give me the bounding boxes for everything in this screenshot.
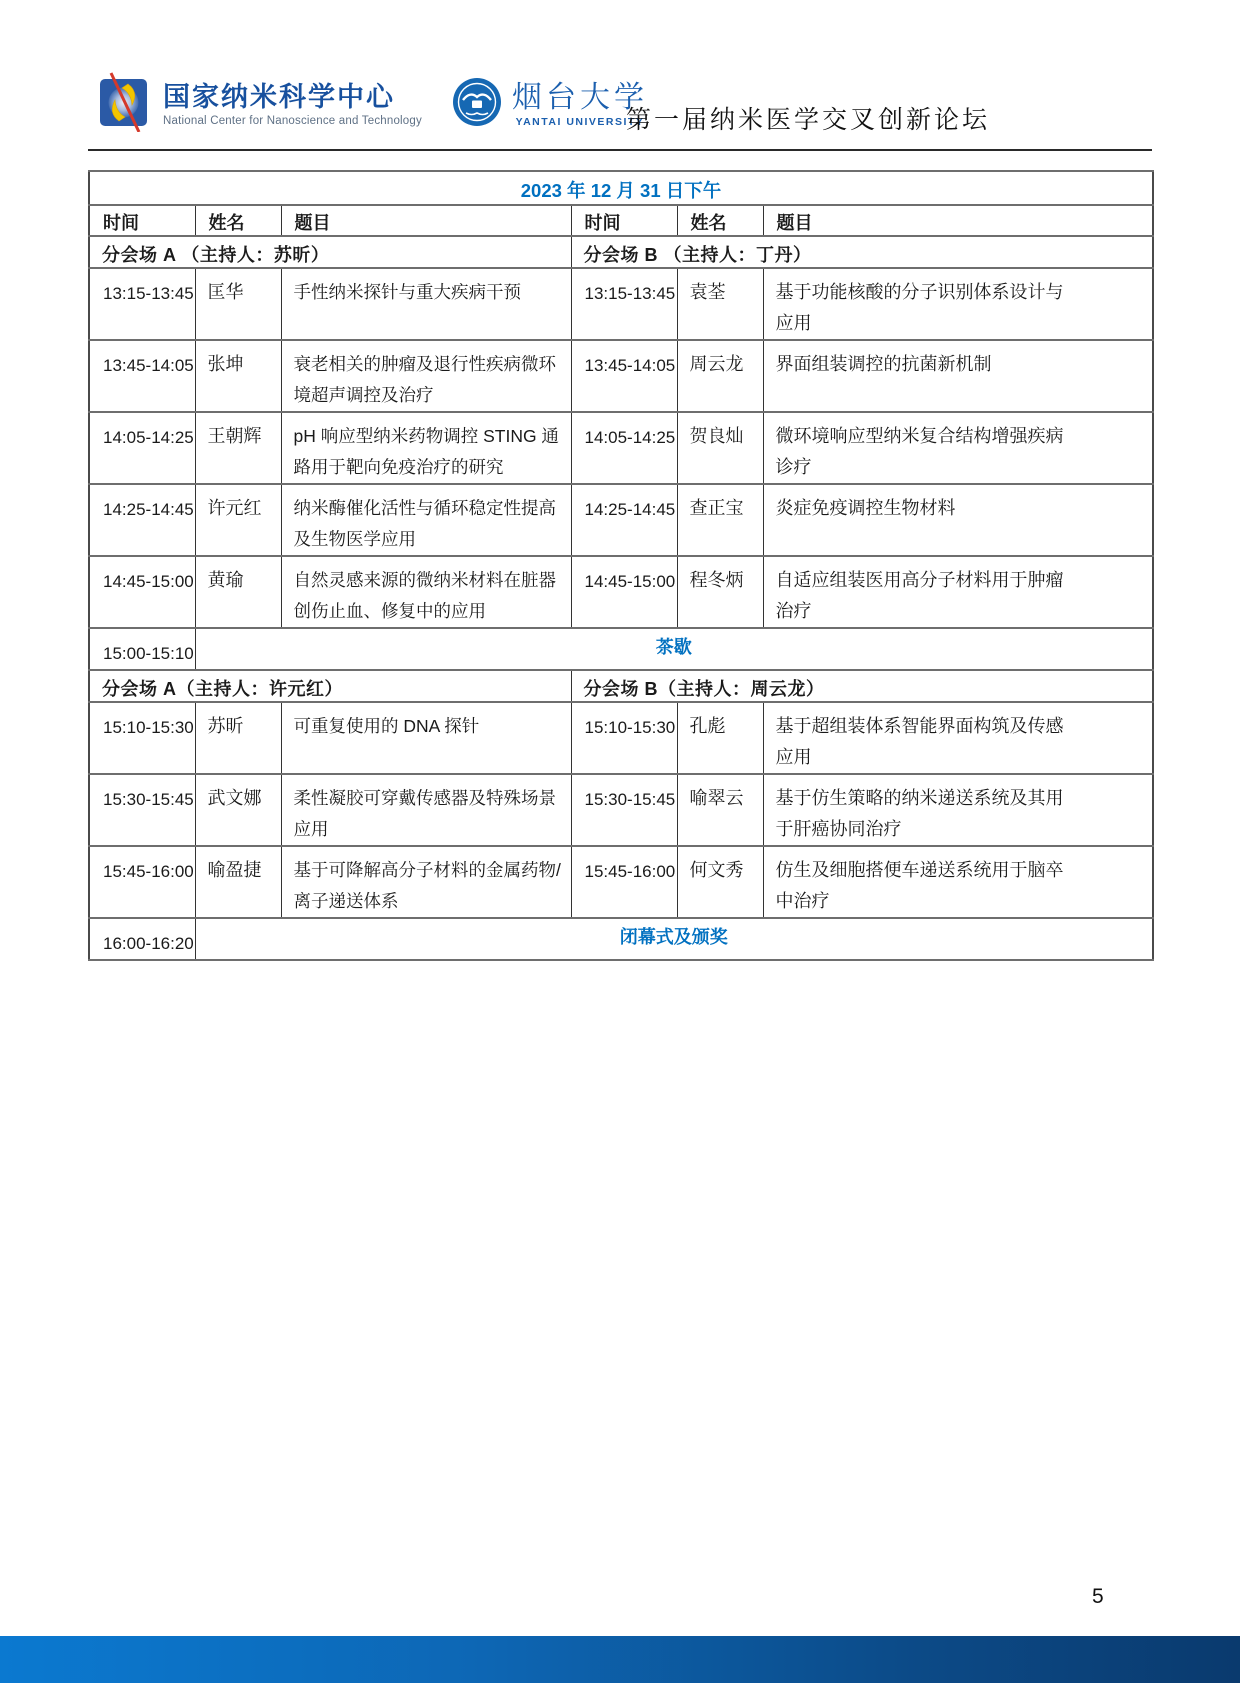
- talk-time: 14:05-14:25: [571, 412, 677, 484]
- yantai-logo: [452, 77, 648, 132]
- table-row: [89, 412, 1153, 484]
- speaker-name: 查正宝: [677, 484, 763, 556]
- session2-b-label: 分会场 B（主持人：周云龙）: [571, 670, 1153, 702]
- ncnst-logo-icon: [95, 72, 153, 137]
- header-divider: [88, 149, 1152, 151]
- talk-title: 自适应组装医用高分子材料用于肿瘤治疗: [763, 556, 1153, 628]
- talk-time: 15:10-15:30: [89, 702, 195, 774]
- speaker-name: 袁荃: [677, 268, 763, 340]
- session2-header-row: [89, 670, 1153, 702]
- talk-title: 基于超组装体系智能界面构筑及传感应用: [763, 702, 1153, 774]
- talk-title: 衰老相关的肿瘤及退行性疾病微环境超声调控及治疗: [281, 340, 571, 412]
- talk-time: 13:15-13:45: [89, 268, 195, 340]
- footer-bar: [0, 1636, 1240, 1683]
- speaker-name: 喻翠云: [677, 774, 763, 846]
- table-row: [89, 774, 1153, 846]
- talk-time: 13:45-14:05: [89, 340, 195, 412]
- talk-title: pH 响应型纳米药物调控 STING 通路用于靶向免疫治疗的研究: [281, 412, 571, 484]
- speaker-name: 匡华: [195, 268, 281, 340]
- date-title: 2023 年 12 月 31 日下午: [89, 171, 1153, 205]
- talk-title: 纳米酶催化活性与循环稳定性提高及生物医学应用: [281, 484, 571, 556]
- speaker-name: 喻盈捷: [195, 846, 281, 918]
- talk-time: 13:15-13:45: [571, 268, 677, 340]
- ncnst-name-en: National Center for Nanoscience and Technology: [163, 115, 422, 127]
- talk-title: 自然灵感来源的微纳米材料在脏器创伤止血、修复中的应用: [281, 556, 571, 628]
- talk-time: 14:25-14:45: [89, 484, 195, 556]
- schedule-table: [88, 170, 1154, 961]
- speaker-name: 周云龙: [677, 340, 763, 412]
- talk-title: 界面组装调控的抗菌新机制: [763, 340, 1153, 412]
- speaker-name: 许元红: [195, 484, 281, 556]
- talk-time: 14:45-15:00: [89, 556, 195, 628]
- speaker-name: 何文秀: [677, 846, 763, 918]
- talk-title: 基于功能核酸的分子识别体系设计与应用: [763, 268, 1153, 340]
- yantai-logo-icon: [452, 77, 502, 132]
- talk-time: 14:05-14:25: [89, 412, 195, 484]
- speaker-name: 苏昕: [195, 702, 281, 774]
- talk-title: 微环境响应型纳米复合结构增强疾病诊疗: [763, 412, 1153, 484]
- talk-time: 15:45-16:00: [89, 846, 195, 918]
- speaker-name: 张坤: [195, 340, 281, 412]
- yantai-name-en: YANTAI UNIVERSITY: [515, 115, 645, 128]
- table-row: [89, 484, 1153, 556]
- break-time: 15:00-15:10: [89, 628, 195, 670]
- talk-title: 基于仿生策略的纳米递送系统及其用于肝癌协同治疗: [763, 774, 1153, 846]
- col-header-time-b: 时间: [571, 205, 677, 236]
- talk-title: 柔性凝胶可穿戴传感器及特殊场景应用: [281, 774, 571, 846]
- talk-time: 14:45-15:00: [571, 556, 677, 628]
- speaker-name: 孔彪: [677, 702, 763, 774]
- table-row: [89, 702, 1153, 774]
- table-row: [89, 340, 1153, 412]
- speaker-name: 王朝辉: [195, 412, 281, 484]
- session1-b-label: 分会场 B （主持人：丁丹）: [571, 236, 1153, 268]
- col-header-title-b: 题目: [763, 205, 1153, 236]
- session1-a-label: 分会场 A （主持人：苏昕）: [89, 236, 571, 268]
- table-row: [89, 268, 1153, 340]
- session2-a-label: 分会场 A（主持人：许元红）: [89, 670, 571, 702]
- ncnst-name-cn: 国家纳米科学中心: [163, 82, 395, 112]
- talk-time: 15:10-15:30: [571, 702, 677, 774]
- closing-row: [89, 918, 1153, 960]
- table-column-header-row: [89, 205, 1153, 236]
- speaker-name: 贺良灿: [677, 412, 763, 484]
- tea-break-label: 茶歇: [195, 628, 1153, 670]
- talk-title: 基于可降解高分子材料的金属药物/离子递送体系: [281, 846, 571, 918]
- talk-time: 15:30-15:45: [89, 774, 195, 846]
- page-number: 5: [1092, 1585, 1104, 1608]
- table-row: [89, 846, 1153, 918]
- talk-title: 炎症免疫调控生物材料: [763, 484, 1153, 556]
- forum-title: 第一届纳米医学交叉创新论坛: [626, 105, 991, 134]
- col-header-title-a: 题目: [281, 205, 571, 236]
- talk-time: 14:25-14:45: [571, 484, 677, 556]
- yantai-name-cn: 烟台大学: [511, 79, 648, 115]
- talk-time: 13:45-14:05: [571, 340, 677, 412]
- talk-title: 仿生及细胞搭便车递送系统用于脑卒中治疗: [763, 846, 1153, 918]
- col-header-name-b: 姓名: [677, 205, 763, 236]
- ncnst-logo: [95, 72, 422, 137]
- session1-header-row: [89, 236, 1153, 268]
- header-logos: [95, 72, 648, 137]
- closing-label: 闭幕式及颁奖: [195, 918, 1153, 960]
- talk-time: 15:30-15:45: [571, 774, 677, 846]
- col-header-name-a: 姓名: [195, 205, 281, 236]
- table-row: [89, 556, 1153, 628]
- speaker-name: 武文娜: [195, 774, 281, 846]
- tea-break-row: [89, 628, 1153, 670]
- speaker-name: 黄瑜: [195, 556, 281, 628]
- talk-time: 15:45-16:00: [571, 846, 677, 918]
- col-header-time-a: 时间: [89, 205, 195, 236]
- speaker-name: 程冬炳: [677, 556, 763, 628]
- talk-title: 可重复使用的 DNA 探针: [281, 702, 571, 774]
- talk-title: 手性纳米探针与重大疾病干预: [281, 268, 571, 340]
- closing-time: 16:00-16:20: [89, 918, 195, 960]
- table-date-row: [89, 171, 1153, 205]
